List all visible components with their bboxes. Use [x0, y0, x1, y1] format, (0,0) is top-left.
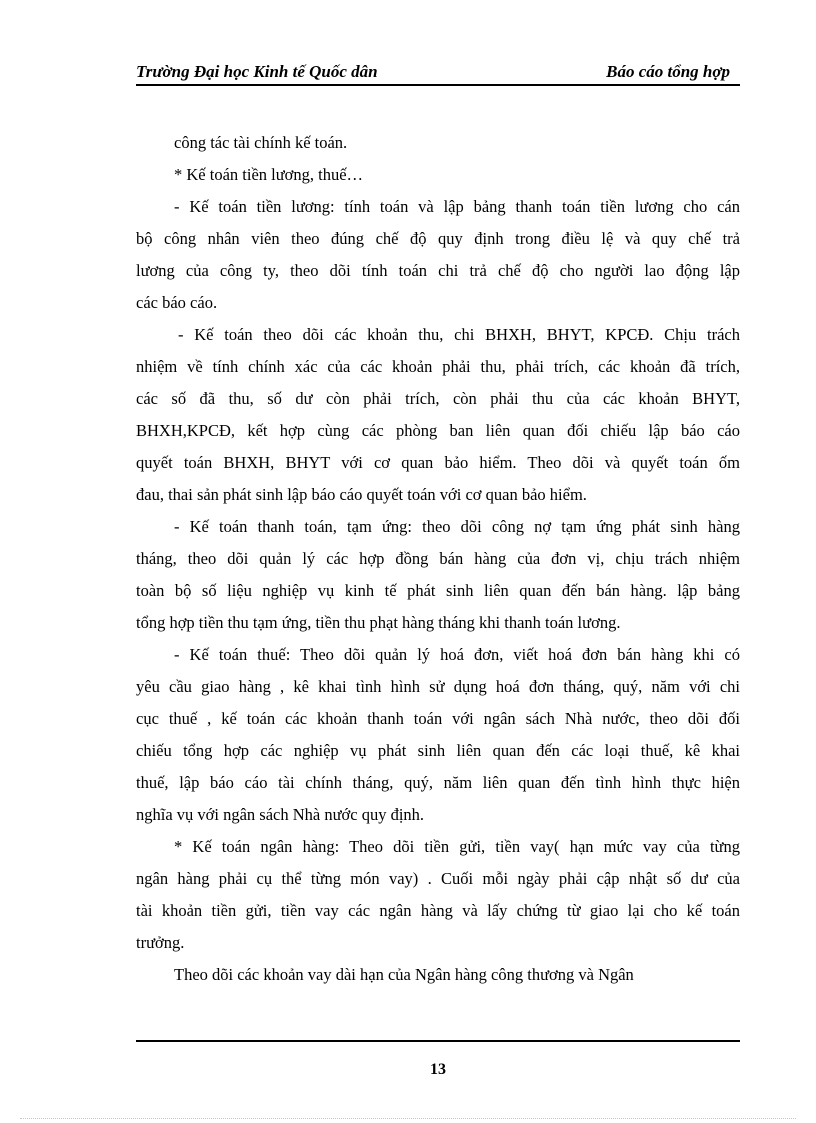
- body-line: bộ công nhân viên theo đúng chế độ quy định trong điều lệ và quy chế trả: [136, 229, 740, 248]
- body-line: trưởng.: [136, 933, 185, 952]
- body-line: Theo dõi các khoản vay dài hạn của Ngân hàng công thương và Ngân: [174, 965, 634, 984]
- footer-divider: [136, 1040, 740, 1042]
- body-line: - Kế toán tiền lương: tính toán và lập bảng thanh toán tiền lương cho cán: [174, 197, 740, 216]
- header-school-name: Trường Đại học Kinh tế Quốc dân: [136, 62, 378, 81]
- body-line: các báo cáo.: [136, 293, 218, 312]
- body-line: thuế, lập báo cáo tài chính tháng, quý, năm liên quan đến tình hình thực hiện: [136, 773, 740, 792]
- body-line: - Kế toán thanh toán, tạm ứng: theo dõi công nợ tạm ứng phát sinh hàng: [174, 517, 740, 536]
- body-line: - Kế toán thuế: Theo dõi quản lý hoá đơn, viết hoá đơn bán hàng khi có: [174, 645, 740, 664]
- body-text: [136, 127, 740, 991]
- body-line: lương của công ty, theo dõi tính toán chi trả chế độ cho người lao động lập: [136, 261, 740, 280]
- page-number: 13: [430, 1061, 446, 1078]
- body-line: ngân hàng phải cụ thể từng món vay) . Cuối mỗi ngày phải cập nhật số dư của: [136, 869, 740, 888]
- body-line: tháng, theo dõi quản lý các hợp đồng bán hàng của đơn vị, chịu trách nhiệm: [136, 549, 740, 568]
- page-edge-divider: [20, 1118, 796, 1119]
- page-header: [136, 60, 740, 86]
- body-line: các số đã thu, số dư còn phải trích, còn phải thu của các khoản BHYT,: [136, 389, 740, 408]
- header-report-title: Báo cáo tổng hợp: [606, 62, 730, 81]
- body-line: tổng hợp tiền thu tạm ứng, tiền thu phạt hàng tháng khi thanh toán lương.: [136, 613, 621, 632]
- body-line: chiếu tổng hợp các nghiệp vụ phát sinh liên quan đến các loại thuế, kê khai: [136, 741, 740, 760]
- body-line: BHXH,KPCĐ, kết hợp cùng các phòng ban liên quan đối chiếu lập báo cáo: [136, 421, 740, 440]
- body-line: * Kế toán ngân hàng: Theo dõi tiền gửi, tiền vay( hạn mức vay của từng: [174, 837, 740, 856]
- body-line: toàn bộ số liệu nghiệp vụ kinh tế phát sinh liên quan đến bán hàng. lập bảng: [136, 581, 740, 600]
- body-line: nhiệm về tính chính xác của các khoản phải thu, phải trích, các khoản đã trích,: [136, 357, 740, 376]
- body-line: đau, thai sản phát sinh lập báo cáo quyết toán với cơ quan bảo hiểm.: [136, 485, 587, 504]
- body-line: tài khoản tiền gửi, tiền vay các ngân hàng và lấy chứng từ giao lại cho kế toán: [136, 901, 740, 920]
- body-line: * Kế toán tiền lương, thuế…: [174, 165, 364, 184]
- body-line: nghĩa vụ với ngân sách Nhà nước quy định.: [136, 805, 425, 824]
- body-line: quyết toán BHXH, BHYT với cơ quan bảo hiểm. Theo dõi và quyết toán ốm: [136, 453, 740, 472]
- body-line: cục thuế , kế toán các khoản thanh toán với ngân sách Nhà nước, theo dõi đối: [136, 709, 740, 728]
- body-line: - Kế toán theo dõi các khoản thu, chi BHXH, BHYT, KPCĐ. Chịu trách: [178, 325, 740, 344]
- body-line: công tác tài chính kế toán.: [174, 133, 348, 152]
- body-line: yêu cầu giao hàng , kê khai tình hình sử dụng hoá đơn tháng, quý, năm với chi: [136, 677, 740, 696]
